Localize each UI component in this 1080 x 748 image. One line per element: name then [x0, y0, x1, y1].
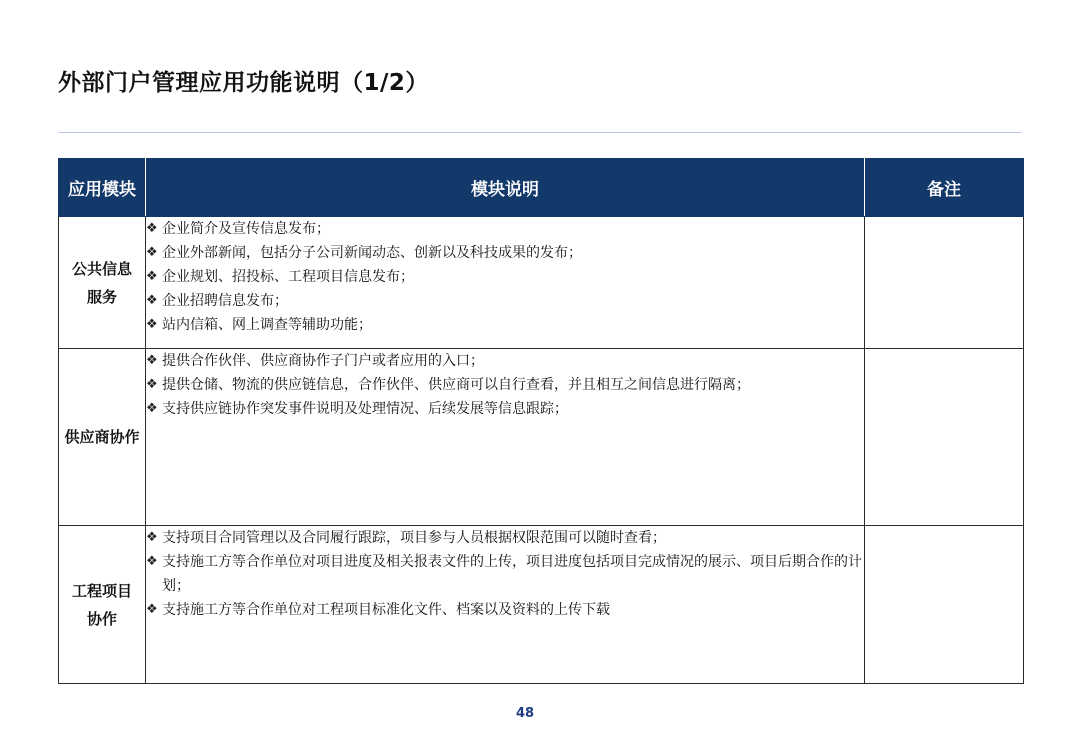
list-item-text: 企业招聘信息发布； — [162, 293, 288, 309]
diamond-bullet-icon: ❖ — [146, 377, 158, 392]
list-item — [146, 313, 864, 337]
list-item — [146, 550, 864, 598]
table-row-supplier — [59, 349, 1024, 526]
page-number: 48 — [515, 706, 535, 721]
list-item-text: 站内信箱、网上调查等辅助功能； — [162, 317, 372, 333]
note-cell — [865, 349, 1024, 526]
diamond-bullet-icon: ❖ — [146, 530, 158, 545]
module-name-line: 供应商协作 — [64, 428, 140, 446]
diamond-bullet-icon: ❖ — [146, 554, 158, 569]
list-item — [146, 373, 864, 397]
module-name-cell — [59, 526, 146, 684]
list-item-text: 支持项目合同管理以及合同履行跟踪，项目参与人员根据权限范围可以随时查看； — [162, 530, 666, 546]
description-cell — [146, 526, 865, 684]
list-item-text: 支持施工方等合作单位对工程项目标准化文件、档案以及资料的上传下载 — [162, 602, 610, 618]
list-item — [146, 397, 864, 421]
header-notes: 备注 — [865, 159, 1024, 217]
diamond-bullet-icon: ❖ — [146, 401, 158, 416]
list-item — [146, 289, 864, 313]
header-module: 应用模块 — [59, 159, 146, 217]
diamond-bullet-icon: ❖ — [146, 293, 158, 308]
title-divider — [58, 132, 1022, 133]
table-row-public-info — [59, 217, 1024, 349]
description-cell — [146, 217, 865, 349]
list-item-text: 支持供应链协作突发事件说明及处理情况、后续发展等信息跟踪； — [162, 401, 568, 417]
module-name-cell — [59, 349, 146, 526]
table-row-engineering — [59, 526, 1024, 684]
module-name-line: 公共信息 — [71, 259, 132, 278]
list-item — [146, 217, 864, 241]
header-description: 模块说明 — [146, 159, 865, 217]
list-item-text: 提供合作伙伴、供应商协作子门户或者应用的入口； — [162, 353, 484, 369]
module-name-line: 工程项目 — [71, 581, 132, 600]
list-item — [146, 349, 864, 373]
diamond-bullet-icon: ❖ — [146, 269, 158, 284]
diamond-bullet-icon: ❖ — [146, 245, 158, 260]
page-title: 外部门户管理应用功能说明（1/2） — [58, 70, 429, 96]
module-name-cell — [59, 217, 146, 349]
list-item — [146, 598, 864, 622]
module-name-line: 服务 — [86, 287, 117, 306]
table-header-row — [59, 159, 1024, 217]
list-item — [146, 526, 864, 550]
list-item — [146, 265, 864, 289]
module-name-line: 协作 — [86, 609, 117, 628]
diamond-bullet-icon: ❖ — [146, 602, 158, 617]
diamond-bullet-icon: ❖ — [146, 317, 158, 332]
list-item-text: 企业外部新闻，包括分子公司新闻动态、创新以及科技成果的发布； — [162, 245, 582, 261]
list-item-text: 企业简介及宣传信息发布； — [162, 221, 330, 237]
description-cell — [146, 349, 865, 526]
diamond-bullet-icon: ❖ — [146, 353, 158, 368]
diamond-bullet-icon: ❖ — [146, 221, 158, 236]
list-item — [146, 241, 864, 265]
function-table — [58, 158, 1024, 684]
note-cell — [865, 526, 1024, 684]
note-cell — [865, 217, 1024, 349]
list-item-text: 提供仓储、物流的供应链信息，合作伙伴、供应商可以自行查看，并且相互之间信息进行隔离； — [162, 377, 750, 393]
list-item-text: 企业规划、招投标、工程项目信息发布； — [162, 269, 414, 285]
list-item-text: 支持施工方等合作单位对项目进度及相关报表文件的上传，项目进度包括项目完成情况的展示、项目后期合作的计划； — [162, 554, 862, 594]
